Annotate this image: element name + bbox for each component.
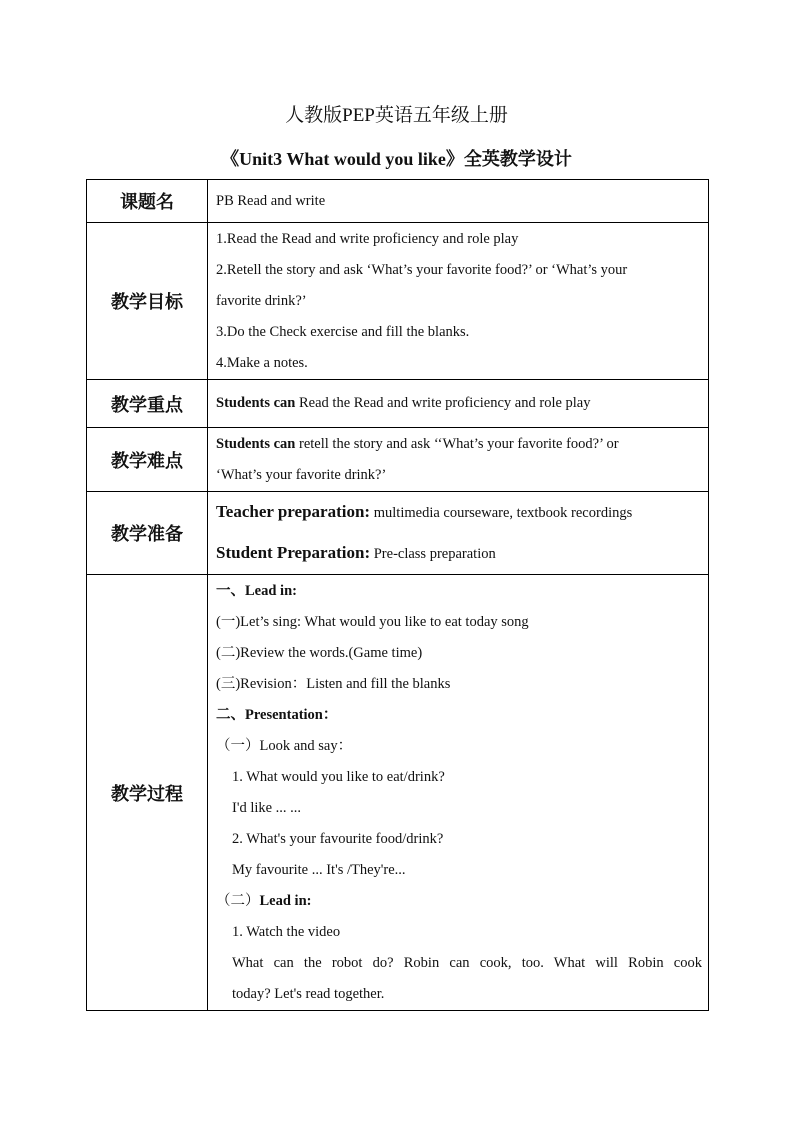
label-difficulties: 教学难点 [87, 428, 208, 492]
process-line: (一)Let’s sing: What would you like to eat today song [216, 613, 529, 630]
process-prefix: （二） [216, 892, 260, 909]
content-difficulties [208, 428, 709, 492]
teacher-preparation [216, 492, 702, 533]
process-line: today? Let's read together. [232, 985, 385, 1002]
row-topic [87, 180, 709, 223]
process-paragraph: What can the robot do? Robin can cook, too. What will Robin cook [232, 954, 702, 971]
lesson-plan-table [86, 179, 709, 1011]
label-key-points: 教学重点 [87, 380, 208, 428]
content-objectives [208, 223, 709, 380]
content-preparation [208, 492, 709, 575]
difficulties-bold: Students can [216, 435, 296, 452]
process-line: 1. What would you like to eat/drink? [232, 768, 445, 785]
difficulties-line [216, 429, 702, 460]
content-key-points [208, 380, 709, 428]
label-topic: 课题名 [87, 180, 208, 223]
student-prep-text: Pre-class preparation [370, 546, 496, 562]
key-points-bold: Students can [216, 395, 296, 411]
topic-text: PB Read and write [216, 192, 326, 209]
content-process [208, 575, 709, 1011]
row-preparation [87, 492, 709, 575]
objective-line: 2.Retell the story and ask ‘What’s your favorite food?’ or ‘What’s your [216, 261, 628, 278]
process-bold: Lead in: [259, 892, 312, 909]
objective-line: 1.Read the Read and write proficiency and role play [216, 230, 519, 247]
key-points-rest: Read the Read and write proficiency and role play [295, 395, 591, 411]
row-objectives [87, 223, 709, 380]
teacher-prep-label: Teacher preparation: [216, 502, 371, 521]
process-line: （一）Look and say： [216, 737, 353, 754]
process-heading: 二、Presentation： [216, 706, 338, 723]
process-heading: 一、Lead in: [216, 582, 297, 599]
process-line [216, 886, 702, 917]
label-objectives: 教学目标 [87, 223, 208, 380]
process-line: I'd like ... ... [232, 799, 302, 816]
document-title: 人教版PEP英语五年级上册 [285, 105, 508, 126]
student-prep-label: Student Preparation: [216, 543, 371, 562]
process-line: My favourite ... It's /They're... [232, 861, 406, 878]
label-preparation: 教学准备 [87, 492, 208, 575]
objective-line: favorite drink?’ [216, 292, 307, 309]
process-line: (二)Review the words.(Game time) [216, 644, 423, 661]
row-key-points [87, 380, 709, 428]
objective-line: 3.Do the Check exercise and fill the blanks. [216, 323, 470, 340]
difficulties-rest: retell the story and ask ‘‘What’s your favorite food?’ or [295, 435, 619, 452]
key-points-text [216, 388, 702, 419]
label-process: 教学过程 [87, 575, 208, 1011]
row-process [87, 575, 709, 1011]
difficulties-line-2: ‘What’s your favorite drink?’ [216, 466, 387, 483]
process-line: 1. Watch the video [232, 923, 341, 940]
row-difficulties [87, 428, 709, 492]
teacher-prep-text: multimedia courseware, textbook recordings [370, 505, 633, 521]
objective-line: 4.Make a notes. [216, 354, 308, 371]
content-topic [208, 180, 709, 223]
document-subtitle: 《Unit3 What would you like》全英教学设计 [221, 149, 572, 169]
process-line: (三)Revision：Listen and fill the blanks [216, 675, 451, 692]
student-preparation [216, 533, 702, 574]
process-line: 2. What's your favourite food/drink? [232, 830, 444, 847]
